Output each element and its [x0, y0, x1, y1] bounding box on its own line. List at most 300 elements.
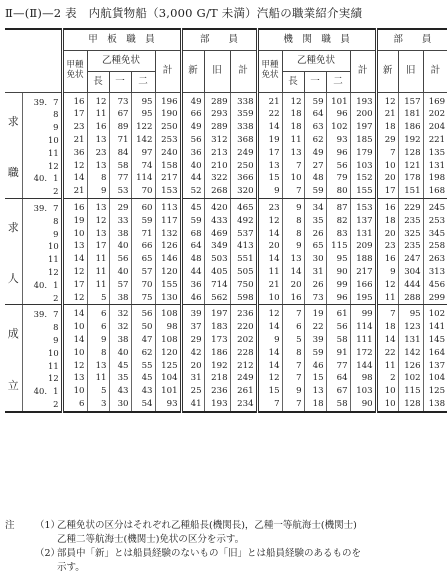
table-cell: 98	[155, 321, 181, 334]
table-cell: 10	[62, 321, 87, 334]
table-row	[5, 172, 447, 185]
year-cell	[22, 185, 48, 198]
table-cell: 23	[376, 240, 398, 253]
table-row	[5, 108, 447, 121]
table-cell: 145	[423, 334, 447, 347]
table-cell: 62	[131, 347, 155, 360]
table-cell: 322	[204, 172, 230, 185]
table-cell: 102	[423, 305, 447, 321]
table-cell: 193	[350, 92, 376, 108]
year-cell: 39.	[22, 305, 48, 321]
month-cell: 8	[53, 109, 59, 120]
table-cell: 20	[257, 240, 282, 253]
table-cell: 10	[62, 227, 87, 240]
table-cell: 63	[304, 121, 326, 134]
footnote-lead: 注	[5, 520, 15, 531]
month-cell: 1	[53, 279, 59, 290]
table-cell: 43	[109, 385, 131, 398]
table-cell: 10	[257, 291, 282, 304]
table-cell: 36	[181, 147, 204, 160]
table-cell: 21	[62, 185, 87, 198]
engine-officers-header: 機 関 職 員	[257, 29, 376, 50]
table-cell: 87	[326, 198, 350, 214]
table-cell: 10	[376, 398, 398, 412]
table-cell: 146	[155, 253, 181, 266]
table-cell: 41	[181, 398, 204, 412]
table-cell: 56	[326, 159, 350, 172]
table-cell: 59	[304, 347, 326, 360]
table-cell: 12	[87, 215, 109, 228]
footnote-text: 乙種二等航海士(機関士)免状の区分を示す。	[57, 534, 245, 545]
table-cell: 138	[423, 398, 447, 412]
table-cell: 142	[131, 134, 155, 147]
table-cell: 59	[181, 215, 204, 228]
table-cell: 58	[109, 159, 131, 172]
deck-officers-header: 甲 板 職 員	[62, 29, 181, 50]
table-row	[5, 198, 447, 214]
table-cell: 166	[350, 279, 376, 292]
table-cell: 16	[87, 121, 109, 134]
table-cell: 10	[62, 385, 87, 398]
table-cell: 164	[423, 347, 447, 360]
table-cell: 250	[230, 159, 257, 172]
table-cell: 289	[204, 92, 230, 108]
table-cell: 49	[181, 121, 204, 134]
table-cell: 49	[304, 147, 326, 160]
table-cell: 111	[350, 334, 376, 347]
table-cell: 152	[350, 172, 376, 185]
table-cell: 190	[155, 108, 181, 121]
table-cell: 714	[204, 279, 230, 292]
table-cell: 13	[87, 134, 109, 147]
month-cell: 8	[53, 322, 59, 333]
table-cell: 293	[204, 108, 230, 121]
table-cell: 10	[62, 347, 87, 360]
table-cell: 750	[230, 279, 257, 292]
table-cell: 349	[204, 240, 230, 253]
table-cell: 108	[155, 334, 181, 347]
table-cell: 14	[257, 227, 282, 240]
table-cell: 200	[350, 108, 376, 121]
table-cell: 15	[304, 372, 326, 385]
table-cell: 12	[62, 266, 87, 279]
table-cell: 313	[423, 266, 447, 279]
table-cell: 93	[155, 398, 181, 412]
table-cell: 34	[304, 198, 326, 214]
table-cell: 320	[230, 185, 257, 198]
table-cell: 29	[109, 198, 131, 214]
table-cell: 13	[62, 240, 87, 253]
table-cell: 32	[109, 321, 131, 334]
table-cell: 155	[155, 279, 181, 292]
table-cell: 13	[87, 198, 109, 214]
table-cell: 253	[423, 215, 447, 228]
table-cell: 218	[204, 372, 230, 385]
table-cell: 46	[181, 291, 204, 304]
table-cell: 13	[87, 159, 109, 172]
table-cell: 120	[155, 266, 181, 279]
table-cell: 153	[350, 198, 376, 214]
table-cell: 25	[181, 385, 204, 398]
table-cell: 9	[257, 185, 282, 198]
month-cell: 10	[48, 135, 59, 146]
table-cell: 95	[326, 253, 350, 266]
table-cell: 97	[131, 147, 155, 160]
table-cell: 197	[204, 305, 230, 321]
table-cell: 312	[204, 134, 230, 147]
table-cell: 503	[204, 253, 230, 266]
table-cell: 181	[398, 108, 423, 121]
section-label	[5, 305, 22, 412]
year-cell: 39.	[22, 198, 48, 214]
table-cell: 70	[131, 185, 155, 198]
year-cell	[22, 321, 48, 334]
month-cell: 7	[53, 96, 59, 107]
table-cell: 12	[282, 92, 304, 108]
table-cell: 13	[282, 147, 304, 160]
table-cell: 288	[398, 291, 423, 304]
table-cell: 36	[62, 147, 87, 160]
table-cell: 27	[304, 159, 326, 172]
section-label-char: 求	[7, 220, 19, 234]
table-cell: 21	[376, 108, 398, 121]
deck-chief-header: 長	[87, 71, 109, 92]
table-cell: 7	[376, 305, 398, 321]
table-cell: 123	[398, 321, 423, 334]
table-cell: 96	[326, 147, 350, 160]
table-cell: 137	[423, 359, 447, 372]
table-cell: 13	[87, 227, 109, 240]
table-cell: 21	[62, 134, 87, 147]
table-cell: 192	[398, 134, 423, 147]
month-cell: 9	[53, 335, 59, 346]
table-cell: 128	[398, 147, 423, 160]
table-cell: 2	[376, 372, 398, 385]
table-cell: 12	[87, 92, 109, 108]
table-cell: 58	[326, 334, 350, 347]
table-cell: 178	[398, 172, 423, 185]
table-cell: 68	[181, 227, 204, 240]
table-cell: 368	[230, 134, 257, 147]
table-cell: 59	[304, 92, 326, 108]
table-cell: 168	[423, 185, 447, 198]
month-cell: 12	[48, 267, 59, 278]
table-row	[5, 279, 447, 292]
table-cell: 39	[304, 334, 326, 347]
placement-results-table	[5, 28, 447, 413]
table-cell: 49	[181, 92, 204, 108]
table-cell: 5	[87, 291, 109, 304]
table-cell: 5	[87, 385, 109, 398]
table-cell: 12	[62, 359, 87, 372]
month-cell: 1	[53, 173, 59, 184]
engine-class-a-header: 甲種免状	[257, 50, 282, 92]
table-row	[5, 92, 447, 108]
table-cell: 551	[230, 253, 257, 266]
table-cell: 125	[155, 359, 181, 372]
table-cell: 20	[376, 227, 398, 240]
table-cell: 20	[376, 172, 398, 185]
table-cell: 562	[204, 291, 230, 304]
table-cell: 38	[109, 334, 131, 347]
table-cell: 12	[257, 215, 282, 228]
table-cell: 102	[398, 372, 423, 385]
table-cell: 18	[376, 321, 398, 334]
table-row	[5, 305, 447, 321]
table-cell: 289	[204, 121, 230, 134]
table-cell: 60	[131, 198, 155, 214]
deck-crew-total-header: 計	[230, 50, 257, 92]
table-row	[5, 398, 447, 412]
table-cell: 14	[62, 253, 87, 266]
table-cell: 7	[257, 398, 282, 412]
table-cell: 204	[423, 121, 447, 134]
table-cell: 240	[155, 147, 181, 160]
table-row	[5, 215, 447, 228]
table-row	[5, 385, 447, 398]
table-cell: 9	[257, 334, 282, 347]
engine-crew-new-header: 新	[376, 50, 398, 92]
table-cell: 64	[326, 372, 350, 385]
table-cell: 99	[350, 305, 376, 321]
table-cell: 9	[87, 334, 109, 347]
year-cell: 40.	[22, 385, 48, 398]
footnote-line	[5, 547, 445, 561]
table-cell: 67	[326, 385, 350, 398]
table-cell: 144	[350, 359, 376, 372]
table-cell: 9	[282, 198, 304, 214]
table-cell: 80	[326, 185, 350, 198]
month-cell: 11	[48, 254, 59, 265]
table-cell: 135	[423, 147, 447, 160]
table-cell: 70	[131, 279, 155, 292]
table-cell: 345	[423, 227, 447, 240]
table-cell: 505	[230, 266, 257, 279]
year-cell	[22, 108, 48, 121]
table-row	[5, 266, 447, 279]
table-cell: 19	[304, 305, 326, 321]
table-cell: 14	[62, 305, 87, 321]
table-cell: 196	[155, 92, 181, 108]
table-cell: 433	[204, 215, 230, 228]
year-cell	[22, 227, 48, 240]
table-cell: 9	[376, 266, 398, 279]
table-cell: 22	[257, 108, 282, 121]
engine-second-header: 二	[326, 71, 350, 92]
table-cell: 96	[326, 108, 350, 121]
engine-first-header: 一	[304, 71, 326, 92]
table-cell: 102	[326, 121, 350, 134]
table-cell: 131	[350, 227, 376, 240]
table-cell: 137	[350, 215, 376, 228]
table-cell: 179	[350, 147, 376, 160]
table-cell: 234	[230, 398, 257, 412]
table-cell: 56	[109, 253, 131, 266]
table-cell: 11	[87, 266, 109, 279]
table-cell: 52	[181, 185, 204, 198]
table-cell: 30	[109, 398, 131, 412]
table-cell: 113	[155, 198, 181, 214]
table-cell: 14	[62, 334, 87, 347]
table-cell: 153	[155, 185, 181, 198]
table-cell: 35	[304, 215, 326, 228]
table-cell: 117	[155, 215, 181, 228]
table-cell: 7	[282, 359, 304, 372]
table-cell: 338	[230, 121, 257, 134]
table-cell: 56	[326, 321, 350, 334]
table-row	[5, 321, 447, 334]
month-cell: 7	[53, 203, 59, 214]
table-cell: 173	[204, 334, 230, 347]
deck-total-header: 計	[155, 50, 181, 92]
table-cell: 10	[376, 385, 398, 398]
table-cell: 195	[350, 291, 376, 304]
table-cell: 16	[376, 198, 398, 214]
table-cell: 12	[376, 92, 398, 108]
table-cell: 48	[304, 172, 326, 185]
table-cell: 157	[398, 92, 423, 108]
table-cell: 96	[326, 291, 350, 304]
table-cell: 7	[282, 398, 304, 412]
table-cell: 212	[230, 359, 257, 372]
table-cell: 29	[181, 334, 204, 347]
month-cell: 11	[48, 360, 59, 371]
table-cell: 6	[87, 305, 109, 321]
footnote-lead	[5, 561, 35, 575]
table-cell: 18	[376, 215, 398, 228]
table-cell: 142	[398, 347, 423, 360]
table-cell: 13	[62, 372, 87, 385]
table-cell: 413	[230, 240, 257, 253]
table-cell: 29	[376, 134, 398, 147]
footnote-num: （2）	[35, 548, 61, 559]
table-cell: 40	[109, 266, 131, 279]
year-cell	[22, 134, 48, 147]
table-cell: 8	[282, 215, 304, 228]
table-cell: 95	[131, 92, 155, 108]
table-cell: 75	[131, 291, 155, 304]
year-cell	[22, 147, 48, 160]
table-cell: 7	[282, 185, 304, 198]
month-cell: 10	[48, 241, 59, 252]
table-cell: 304	[398, 266, 423, 279]
table-cell: 126	[398, 359, 423, 372]
table-cell: 56	[181, 134, 204, 147]
table-cell: 8	[282, 227, 304, 240]
footnote-line	[5, 533, 445, 547]
month-cell: 2	[48, 291, 62, 304]
table-cell: 299	[423, 291, 447, 304]
table-cell: 7	[282, 159, 304, 172]
table-cell: 130	[155, 291, 181, 304]
table-cell: 115	[398, 385, 423, 398]
table-cell: 40	[109, 240, 131, 253]
month-cell: 8	[53, 215, 59, 226]
table-cell: 14	[257, 321, 282, 334]
year-cell	[22, 253, 48, 266]
table-cell: 247	[398, 253, 423, 266]
table-cell: 469	[204, 227, 230, 240]
table-cell: 217	[155, 172, 181, 185]
table-cell: 151	[398, 185, 423, 198]
table-cell: 185	[350, 134, 376, 147]
table-cell: 7	[282, 305, 304, 321]
table-cell: 115	[326, 240, 350, 253]
table-cell: 263	[423, 253, 447, 266]
deck-first-header: 一	[109, 71, 131, 92]
deck-class-a-header: 甲種免状	[62, 50, 87, 92]
table-cell: 420	[204, 198, 230, 214]
table-cell: 33	[109, 215, 131, 228]
table-cell: 19	[62, 215, 87, 228]
table-cell: 236	[204, 385, 230, 398]
year-cell	[22, 347, 48, 360]
table-cell: 17	[376, 185, 398, 198]
month-cell: 7	[53, 309, 59, 320]
table-row	[5, 372, 447, 385]
table-cell: 14	[257, 347, 282, 360]
table-cell: 50	[131, 321, 155, 334]
month-cell: 2	[48, 185, 62, 198]
table-cell: 444	[398, 279, 423, 292]
engine-crew-header: 部 員	[376, 29, 447, 50]
table-cell: 9	[282, 385, 304, 398]
table-cell: 121	[398, 159, 423, 172]
table-cell: 125	[423, 385, 447, 398]
table-body	[5, 92, 447, 412]
table-cell: 11	[87, 279, 109, 292]
table-cell: 11	[376, 359, 398, 372]
table-cell: 53	[109, 185, 131, 198]
table-cell: 7	[376, 147, 398, 160]
table-cell: 217	[350, 266, 376, 279]
table-cell: 128	[398, 398, 423, 412]
deck-crew-header: 部 員	[181, 29, 257, 50]
month-cell: 10	[48, 347, 59, 358]
month-cell: 2	[48, 398, 62, 412]
table-cell: 120	[155, 347, 181, 360]
engine-crew-old-header: 旧	[398, 50, 423, 92]
table-cell: 11	[87, 108, 109, 121]
table-cell: 8	[87, 172, 109, 185]
period-header-cell	[5, 29, 62, 92]
table-cell: 193	[204, 398, 230, 412]
table-cell: 31	[181, 372, 204, 385]
table-cell: 104	[423, 372, 447, 385]
table-cell: 45	[131, 372, 155, 385]
table-cell: 31	[304, 266, 326, 279]
table-cell: 18	[304, 398, 326, 412]
table-cell: 54	[131, 398, 155, 412]
month-cell: 12	[48, 373, 59, 384]
table-row	[5, 253, 447, 266]
footnote-line	[5, 519, 445, 533]
table-cell: 268	[204, 185, 230, 198]
table-cell: 598	[230, 291, 257, 304]
table-cell: 95	[398, 305, 423, 321]
table-cell: 141	[423, 321, 447, 334]
table-cell: 38	[109, 227, 131, 240]
table-cell: 46	[304, 359, 326, 372]
table-cell: 158	[155, 159, 181, 172]
table-cell: 16	[62, 92, 87, 108]
table-cell: 38	[109, 291, 131, 304]
year-cell	[22, 398, 48, 412]
table-cell: 91	[326, 347, 350, 360]
table-cell: 44	[181, 266, 204, 279]
table-cell: 71	[131, 227, 155, 240]
table-cell: 14	[282, 266, 304, 279]
